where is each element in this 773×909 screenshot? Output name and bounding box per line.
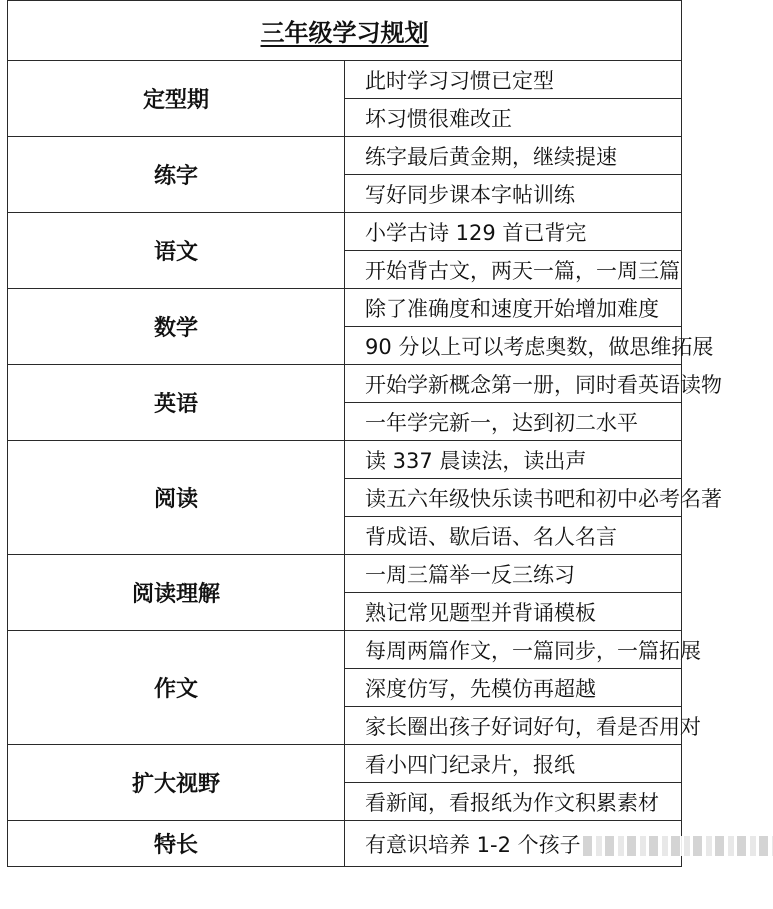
plan-item-cell — [345, 327, 714, 365]
category-cell: 扩大视野 — [8, 745, 345, 821]
plan-item-text: 每周两篇作文，一篇同步，一篇拓展 — [365, 638, 701, 663]
table-row — [8, 289, 682, 327]
plan-item-cell — [345, 365, 722, 403]
plan-item-cell — [345, 783, 682, 821]
plan-item-cell — [345, 631, 701, 669]
plan-item-cell — [345, 479, 722, 517]
study-plan-table — [7, 0, 722, 867]
plan-item-text: 背成语、歇后语、名人名言 — [365, 524, 617, 549]
table-row — [8, 631, 682, 669]
plan-item-text: 此时学习习惯已定型 — [365, 68, 554, 93]
plan-item-text: 一周三篇举一反三练习 — [365, 562, 575, 587]
plan-item-text: 熟记常见题型并背诵模板 — [365, 600, 596, 625]
plan-item-cell — [345, 821, 682, 867]
plan-item-cell — [345, 669, 682, 707]
plan-item-cell — [345, 99, 682, 137]
table-row — [8, 137, 682, 175]
plan-item-text: 家长圈出孩子好词好句，看是否用对 — [365, 714, 701, 739]
plan-item-cell — [345, 441, 682, 479]
table-row — [8, 441, 682, 479]
table-row — [8, 213, 682, 251]
category-cell: 语文 — [8, 213, 345, 289]
table-row — [8, 61, 682, 99]
plan-item-cell — [345, 137, 682, 175]
plan-item-text: 深度仿写，先模仿再超越 — [365, 676, 596, 701]
plan-item-text: 除了准确度和速度开始增加难度 — [365, 296, 659, 321]
plan-item-cell — [345, 403, 682, 441]
plan-item-cell — [345, 593, 682, 631]
category-cell: 英语 — [8, 365, 345, 441]
plan-item-text: 坏习惯很难改正 — [365, 106, 512, 131]
table-row — [8, 555, 682, 593]
plan-item-cell — [345, 517, 682, 555]
plan-item-cell — [345, 289, 682, 327]
plan-item-text: 读 337 晨读法，读出声 — [365, 448, 587, 473]
category-cell: 定型期 — [8, 61, 345, 137]
plan-item-text: 有意识培养 1-2 个孩子 — [365, 832, 581, 857]
plan-item-text: 开始背古文，两天一篇，一周三篇 — [365, 258, 680, 283]
category-cell: 阅读 — [8, 441, 345, 555]
table-row — [8, 745, 682, 783]
plan-item-cell — [345, 175, 682, 213]
plan-item-text: 小学古诗 129 首已背完 — [365, 220, 587, 245]
watermark-overlay — [583, 836, 773, 856]
table-title: 三年级学习规划 — [260, 19, 429, 47]
plan-item-cell — [345, 555, 682, 593]
plan-item-cell — [345, 61, 682, 99]
plan-item-cell — [345, 251, 682, 289]
plan-item-text: 90 分以上可以考虑奥数，做思维拓展 — [365, 334, 714, 359]
plan-item-text: 开始学新概念第一册，同时看英语读物 — [365, 372, 722, 397]
category-cell: 作文 — [8, 631, 345, 745]
plan-item-text: 写好同步课本字帖训练 — [365, 182, 575, 207]
table-row — [8, 365, 682, 403]
table-row — [8, 821, 682, 867]
category-cell: 阅读理解 — [8, 555, 345, 631]
plan-item-cell — [345, 745, 682, 783]
category-cell: 数学 — [8, 289, 345, 365]
plan-item-text: 看新闻，看报纸为作文积累素材 — [365, 790, 659, 815]
category-cell: 特长 — [8, 821, 345, 867]
category-cell: 练字 — [8, 137, 345, 213]
plan-item-text: 看小四门纪录片，报纸 — [365, 752, 575, 777]
plan-item-cell — [345, 213, 682, 251]
title-row — [8, 1, 682, 61]
plan-item-text: 练字最后黄金期，继续提速 — [365, 144, 617, 169]
table-title-cell — [8, 1, 682, 61]
plan-item-text: 一年学完新一，达到初二水平 — [365, 410, 638, 435]
plan-item-cell — [345, 707, 701, 745]
plan-item-text: 读五六年级快乐读书吧和初中必考名著 — [365, 486, 722, 511]
